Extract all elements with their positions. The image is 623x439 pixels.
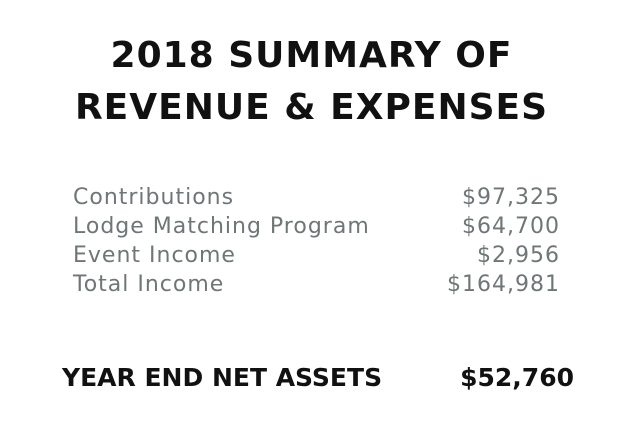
title-line-2: REVENUE & EXPENSES [74, 87, 549, 128]
net-assets-amount: $52,760 [460, 363, 574, 392]
income-row-lodge-matching [73, 212, 560, 241]
income-amount: $64,700 [462, 214, 560, 239]
income-amount: $164,981 [447, 272, 560, 297]
page-title [0, 30, 623, 134]
income-row-total-income [73, 270, 560, 299]
income-table [73, 183, 560, 299]
income-row-contributions [73, 183, 560, 212]
income-row-event-income [73, 241, 560, 270]
net-assets-row [62, 360, 574, 396]
income-label: Lodge Matching Program [73, 214, 370, 239]
income-label: Total Income [73, 272, 225, 297]
income-label: Event Income [73, 243, 236, 268]
income-label: Contributions [73, 185, 235, 210]
income-amount: $2,956 [477, 243, 560, 268]
net-assets-label: YEAR END NET ASSETS [62, 363, 383, 392]
income-amount: $97,325 [462, 185, 560, 210]
title-line-1: 2018 SUMMARY OF [110, 35, 513, 76]
